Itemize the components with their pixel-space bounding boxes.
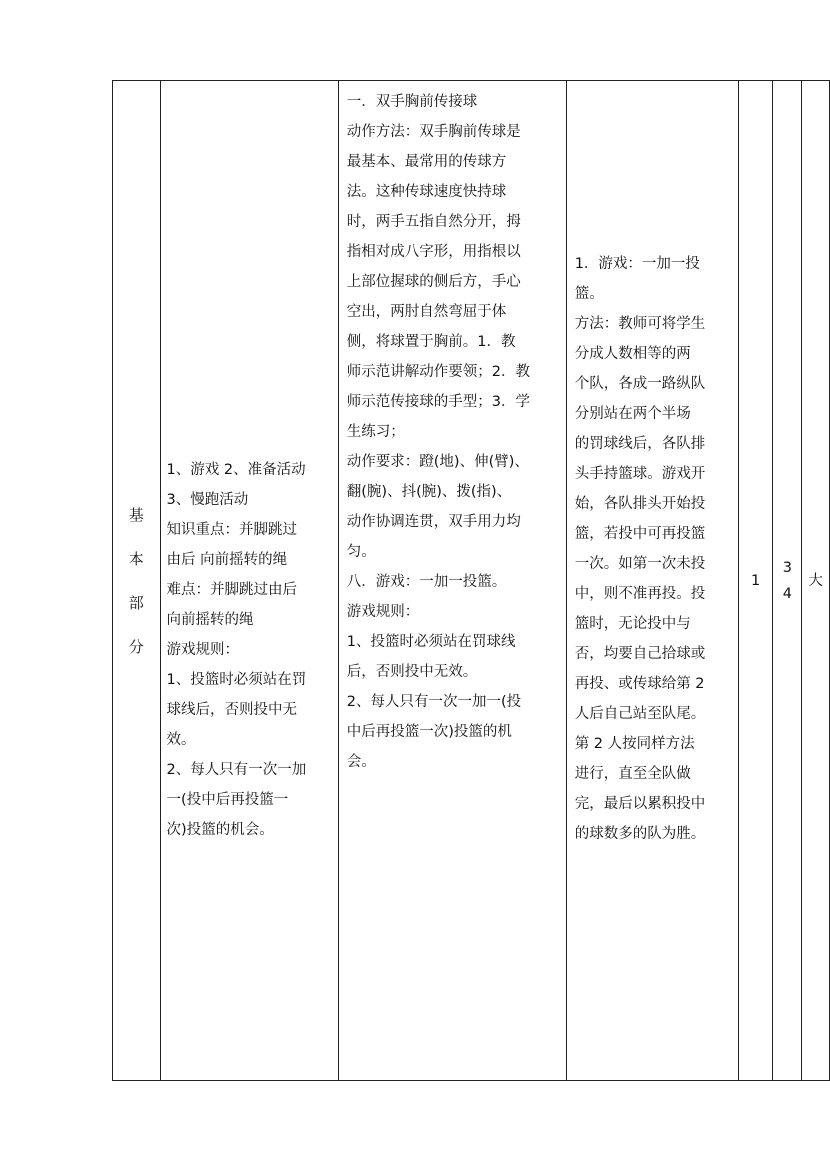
organization-line: 分别站在两个半场 (574, 405, 691, 422)
method-line: 匀。 (346, 544, 376, 560)
section-label-char: 分 (128, 637, 144, 656)
organization-line: 中，则不准再投。投 (574, 585, 706, 602)
method-line: 游戏规则： (346, 604, 420, 620)
method-line: 时，两手五指自然分开，拇 (346, 214, 521, 230)
load-value: 大 (808, 572, 823, 589)
organization-line: 第 2 人按同样方法 (574, 735, 695, 752)
organization-line: 再投、或传球给第 2 (574, 675, 705, 692)
content-line: 一(投中后再投篮一 (166, 791, 289, 808)
method-line: 后，否则投中无效。 (346, 664, 478, 680)
content-line: 1、游戏 2、准备活动 (166, 461, 306, 478)
method-line: 师示范传接球的手型；3．学 (346, 394, 530, 410)
organization-line: 篮，若投中可再投篮 (574, 525, 706, 542)
section-label-char: 部 (128, 593, 144, 612)
content-line: 向前摇转的绳 (166, 611, 254, 628)
organization-line: 头手持篮球。游戏开 (574, 465, 706, 482)
content-line: 3、慢跑活动 (166, 491, 249, 508)
teaching-method-cell (338, 81, 566, 1081)
teaching-content-cell (160, 81, 338, 1081)
section-label-char: 基 (128, 505, 144, 524)
content-line: 由后 向前摇转的绳 (166, 551, 288, 568)
section-label-cell (113, 81, 161, 1081)
organization-line: 的球数多的队为胜。 (574, 825, 706, 842)
content-line: 2、每人只有一次一加 (166, 761, 307, 778)
section-label-char: 本 (128, 549, 144, 568)
organization-line: 完，最后以累积投中 (574, 795, 706, 812)
organization-line: 人后自己站至队尾。 (574, 705, 706, 722)
method-line: 翻(腕)、抖(腕)、拨(指)、 (346, 484, 512, 500)
content-line: 难点：并脚跳过由后 (166, 581, 298, 598)
teaching-content-text (167, 455, 332, 845)
method-line: 动作方法：双手胸前传球是 (346, 124, 521, 140)
organization-text (575, 249, 730, 849)
content-line: 球线后，否则投中无 (166, 701, 298, 718)
method-line: 侧，将球置于胸前。1．教 (346, 334, 516, 350)
method-line: 2、每人只有一次一加一(投 (346, 694, 522, 710)
content-line: 知识重点：并脚跳过 (166, 521, 298, 538)
organization-line: 的罚球线后，各队排 (574, 435, 706, 452)
lesson-plan-table (112, 80, 830, 1081)
load-cell (802, 81, 830, 1081)
method-line: 1、投篮时必须站在罚球线 (346, 634, 516, 650)
organization-line: 否，均要自己拾球或 (574, 645, 706, 662)
content-line: 1、投篮时必须站在罚 (166, 671, 307, 688)
times-cell (738, 81, 772, 1081)
organization-line: 一次。如第一次未投 (574, 555, 706, 572)
organization-line: 分成人数相等的两 (574, 345, 691, 362)
minutes-char: 4 (782, 585, 792, 602)
method-line: 一．双手胸前传接球 (346, 94, 478, 110)
content-line: 游戏规则： (166, 641, 240, 658)
organization-line: 1．游戏：一加一投 (574, 255, 700, 272)
organization-line: 方法：教师可将学生 (574, 315, 706, 332)
organization-line: 篮时，无论投中与 (574, 615, 691, 632)
organization-line: 个队，各成一路纵队 (574, 375, 706, 392)
method-line: 生练习； (346, 424, 405, 440)
method-line: 上部位握球的侧后方，手心 (346, 274, 521, 290)
content-line: 次)投篮的机会。 (166, 821, 274, 838)
times-value: 1 (751, 572, 761, 589)
method-line: 中后再投篮一次)投篮的机 (346, 724, 512, 740)
organization-line: 始，各队排头开始投 (574, 495, 706, 512)
method-line: 动作要求：蹬(地)、伸(臂)、 (346, 454, 529, 470)
organization-line: 进行，直至全队做 (574, 765, 691, 782)
method-line: 空出，两肘自然弯屈于体 (346, 304, 507, 320)
method-line: 最基本、最常用的传球方 (346, 154, 507, 170)
minutes-char: 3 (782, 559, 792, 576)
organization-line: 篮。 (574, 285, 604, 302)
method-line: 指相对成八字形，用指根以 (346, 244, 521, 260)
minutes-cell (773, 81, 802, 1081)
table-row (113, 81, 830, 1081)
organization-cell (566, 81, 738, 1081)
method-line: 会。 (346, 754, 376, 770)
method-line: 师示范讲解动作要领；2．教 (346, 364, 530, 380)
method-line: 法。这种传球速度快持球 (346, 184, 507, 200)
method-line: 动作协调连贯，双手用力均 (346, 514, 521, 530)
content-line: 效。 (166, 731, 196, 748)
teaching-method-text (347, 87, 558, 777)
method-line: 八．游戏：一加一投篮。 (346, 574, 507, 590)
